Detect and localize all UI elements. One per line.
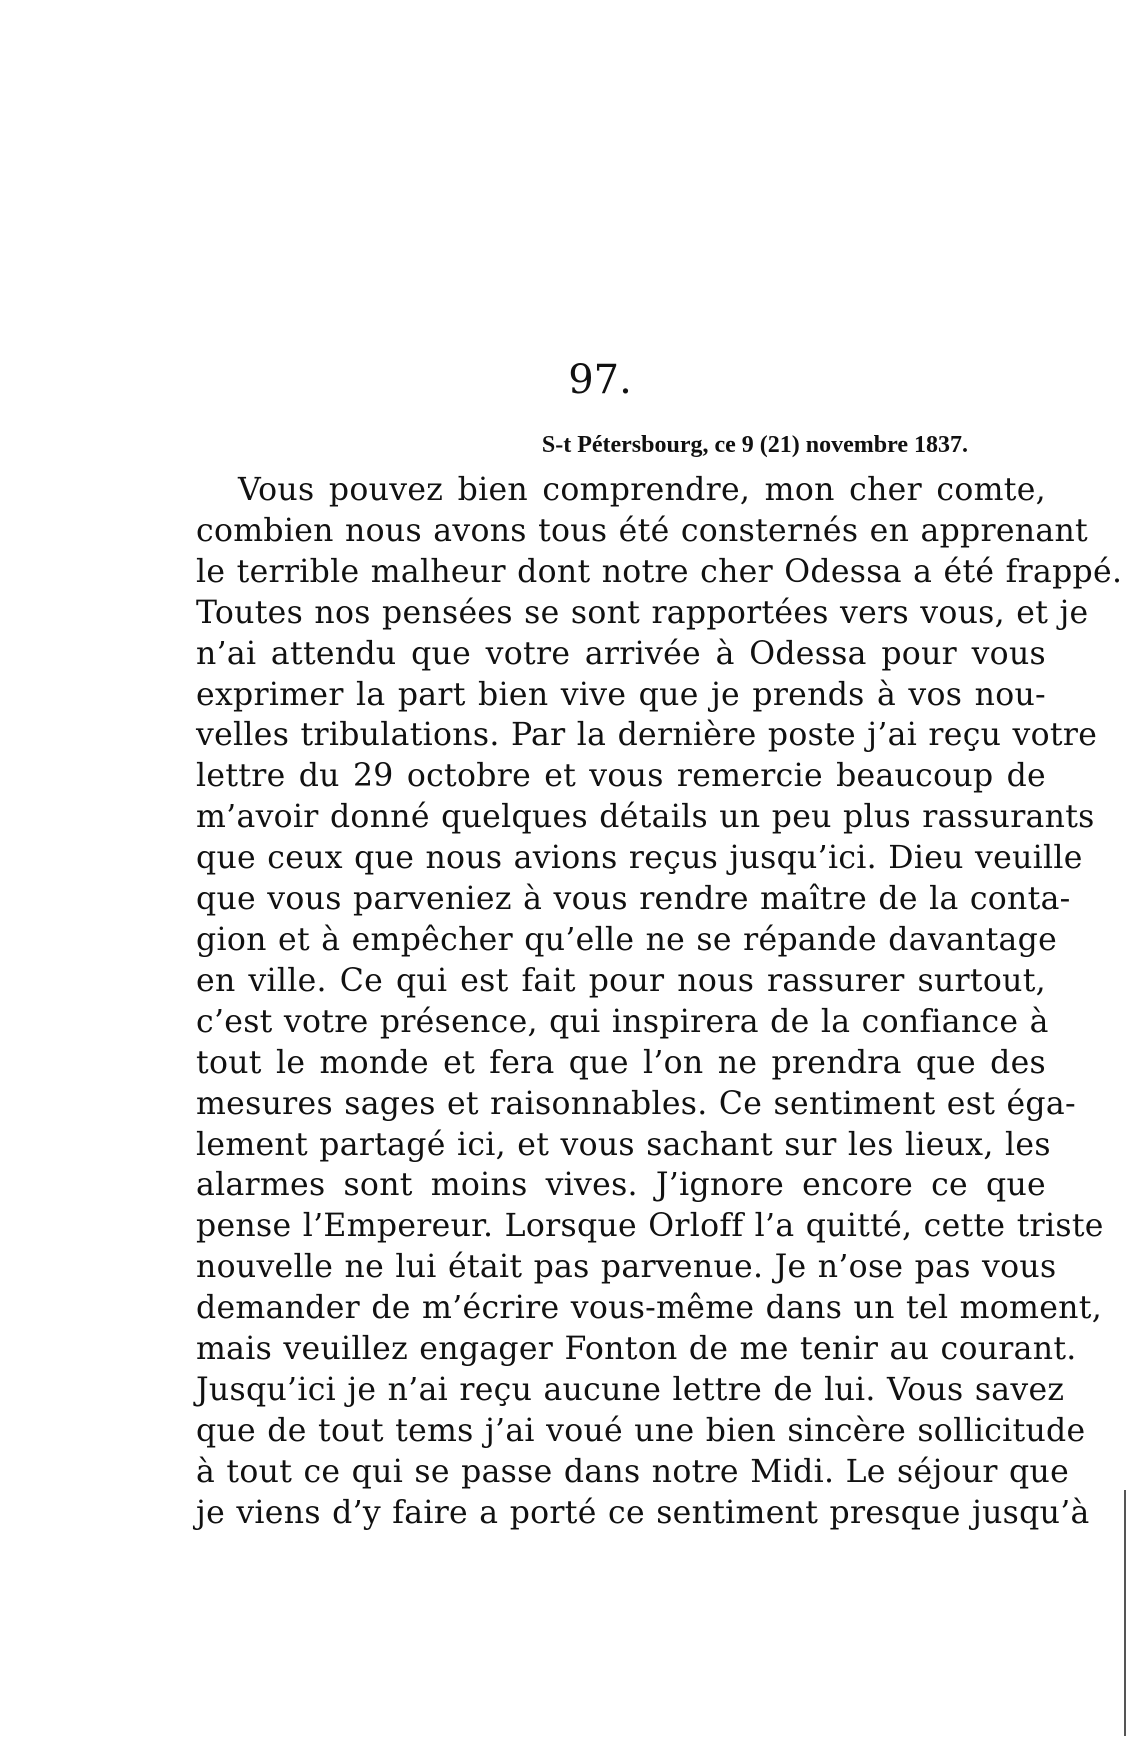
text-line: alarmes sont moins vives. J’ignore encore ce que (196, 1167, 1046, 1204)
text-line: Jusqu’ici je n’ai reçu aucune lettre de lui. Vous savez (196, 1371, 1065, 1408)
text-line: en ville. Ce qui est fait pour nous rassurer surtout, (196, 962, 1046, 999)
text-line: combien nous avons tous été consternés en apprenant (196, 512, 1089, 549)
text-line: tout le monde et fera que l’on ne prendra que des (196, 1044, 1046, 1081)
text-line: mais veuillez engager Fonton de me tenir au courant. (196, 1331, 1077, 1368)
text-line: m’avoir donné quelques détails un peu plus rassurants (196, 799, 1095, 836)
text-line: velles tribulations. Par la dernière poste j’ai reçu votre (196, 717, 1098, 754)
text-line: n’ai attendu que votre arrivée à Odessa pour vous (196, 635, 1046, 672)
text-line: demander de m’écrire vous-même dans un tel moment, (196, 1290, 1103, 1327)
letter-body (196, 470, 1123, 1534)
text-line: le terrible malheur dont notre cher Odessa a été frappé. (196, 553, 1123, 590)
text-line: nouvelle ne lui était pas parvenue. Je n’ose pas vous (196, 1249, 1057, 1286)
dateline: S-t Pétersbourg, ce 9 (21) novembre 1837. (541, 432, 968, 458)
text-line: lement partagé ici, et vous sachant sur les lieux, les (196, 1126, 1051, 1163)
text-line: c’est votre présence, qui inspirera de la confiance à (196, 1003, 1049, 1040)
text-line: à tout ce qui se passe dans notre Midi. Le séjour que (196, 1453, 1070, 1490)
text-line: Vous pouvez bien comprendre, mon cher comte, (238, 472, 1046, 508)
text-line: que ceux que nous avions reçus jusqu’ici. Dieu veuille (196, 840, 1083, 877)
text-line: mesures sages et raisonnables. Ce sentiment est éga- (196, 1085, 1076, 1122)
text-line: exprimer la part bien vive que je prends à vos nou- (196, 676, 1046, 713)
text-line: pense l’Empereur. Lorsque Orloff l’a quitté, cette triste (196, 1208, 1104, 1245)
text-line: que vous parveniez à vous rendre maître de la conta- (196, 881, 1071, 918)
text-line: que de tout tems j’ai voué une bien sincère sollicitude (196, 1412, 1086, 1449)
text-line: lettre du 29 octobre et vous remercie beaucoup de (196, 758, 1046, 795)
text-line: Toutes nos pensées se sont rapportées vers vous, et je (196, 594, 1089, 631)
page-edge-mark (1124, 1490, 1126, 1736)
text-line: gion et à empêcher qu’elle ne se répande davantage (196, 921, 1058, 958)
text-line: je viens d’y faire a porté ce sentiment presque jusqu’à (196, 1494, 1090, 1531)
letter-number: 97. (568, 357, 632, 403)
